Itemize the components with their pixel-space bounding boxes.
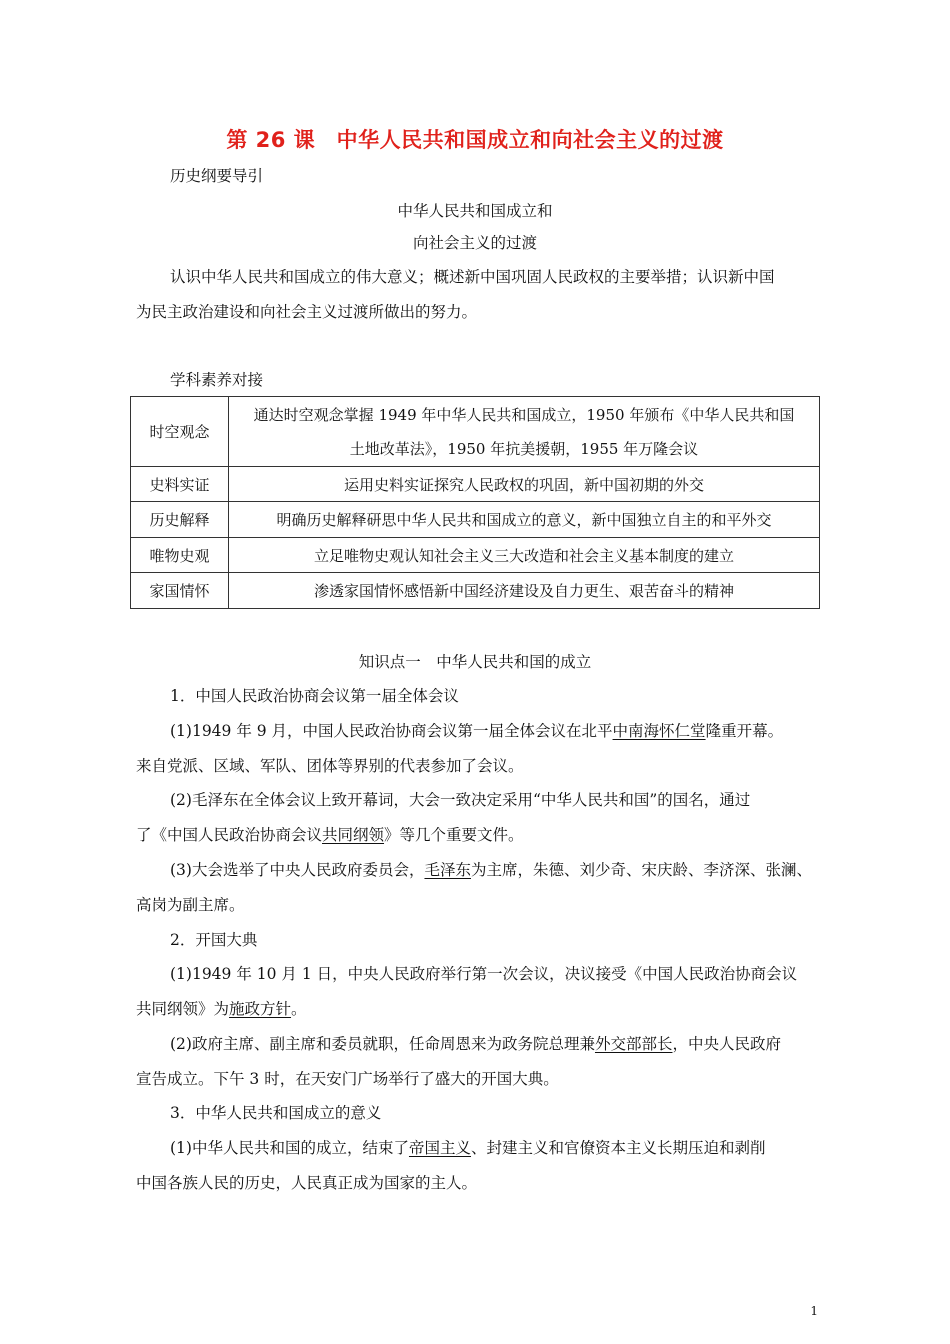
guide-heading: 历史纲要导引 bbox=[170, 167, 264, 185]
item2-p2-line1: (2)政府主席、副主席和委员就职，任命周恩来为政务院总理兼外交部部长，中央人民政府 bbox=[170, 1035, 781, 1053]
table-row bbox=[131, 573, 820, 609]
item1-p2-line1: (2)毛泽东在全体会议上致开幕词，大会一致决定采用“中华人民共和国”的国名，通过 bbox=[170, 791, 751, 809]
literacy-value bbox=[229, 397, 820, 467]
guide-topic-line1: 中华人民共和国成立和 bbox=[397, 202, 553, 220]
underlined-term: 共同纲领 bbox=[322, 826, 385, 844]
page-number: 1 bbox=[810, 1304, 818, 1318]
literacy-key: 史料实证 bbox=[131, 467, 229, 502]
item1-p1-line2: 来自党派、区域、军队、团体等界别的代表参加了会议。 bbox=[136, 757, 524, 775]
item1-p1-line1: (1)1949 年 9 月，中国人民政治协商会议第一届全体会议在北平中南海怀仁堂隆重开幕。 bbox=[170, 722, 784, 740]
table-row bbox=[131, 538, 820, 573]
literacy-table bbox=[130, 396, 820, 609]
table-row bbox=[131, 467, 820, 502]
item3-p1-line1: (1)中华人民共和国的成立，结束了帝国主义、封建主义和官僚资本主义长期压迫和剥削 bbox=[170, 1139, 766, 1157]
literacy-key: 历史解释 bbox=[131, 502, 229, 538]
literacy-key: 家国情怀 bbox=[131, 573, 229, 609]
item3-p1-line2: 中国各族人民的历史，人民真正成为国家的主人。 bbox=[136, 1174, 478, 1192]
item2-p2-line2: 宣告成立。下午 3 时，在天安门广场举行了盛大的开国大典。 bbox=[136, 1070, 559, 1088]
literacy-value: 立足唯物史观认知社会主义三大改造和社会主义基本制度的建立 bbox=[229, 538, 820, 573]
item2-p1-line1: (1)1949 年 10 月 1 日，中央人民政府举行第一次会议，决议接受《中国人民政治协商会议 bbox=[170, 965, 798, 983]
item2-title: 2．开国大典 bbox=[170, 931, 258, 949]
item1-p2-line2: 了《中国人民政治协商会议共同纲领》等几个重要文件。 bbox=[136, 826, 524, 844]
section-heading: 知识点一 中华人民共和国的成立 bbox=[358, 653, 592, 671]
underlined-term: 施政方针 bbox=[229, 1000, 292, 1018]
underlined-term: 中南海怀仁堂 bbox=[612, 722, 706, 740]
underlined-term: 外交部部长 bbox=[594, 1035, 673, 1053]
literacy-key: 唯物史观 bbox=[131, 538, 229, 573]
literacy-value: 渗透家国情怀感悟新中国经济建设及自力更生、艰苦奋斗的精神 bbox=[229, 573, 820, 609]
underlined-term: 帝国主义 bbox=[408, 1139, 471, 1157]
item1-p3-line1: (3)大会选举了中央人民政府委员会，毛泽东为主席，朱德、刘少奇、宋庆龄、李济深、张澜、 bbox=[170, 861, 812, 879]
literacy-heading: 学科素养对接 bbox=[170, 371, 264, 389]
literacy-key: 时空观念 bbox=[131, 397, 229, 467]
item2-p1-line2: 共同纲领》为施政方针。 bbox=[136, 1000, 307, 1018]
guide-desc-line1: 认识中华人民共和国成立的伟大意义；概述新中国巩固人民政权的主要举措；认识新中国 bbox=[170, 268, 775, 286]
literacy-value-line: 土地改革法》，1950 年抗美援朝，1955 年万隆会议 bbox=[349, 439, 699, 458]
table-row bbox=[131, 397, 820, 467]
literacy-value: 运用史料实证探究人民政权的巩固，新中国初期的外交 bbox=[229, 467, 820, 502]
literacy-value: 明确历史解释研思中华人民共和国成立的意义，新中国独立自主的和平外交 bbox=[229, 502, 820, 538]
item1-p3-line2: 高岗为副主席。 bbox=[136, 896, 245, 914]
guide-topic-line2: 向社会主义的过渡 bbox=[412, 234, 537, 252]
lesson-title: 第 26 课 中华人民共和国成立和向社会主义的过渡 bbox=[226, 128, 724, 152]
literacy-value-line: 通达时空观念掌握 1949 年中华人民共和国成立，1950 年颁布《中华人民共和国 bbox=[253, 405, 795, 424]
table-row bbox=[131, 502, 820, 538]
item3-title: 3．中华人民共和国成立的意义 bbox=[170, 1104, 382, 1122]
item1-title: 1．中国人民政治协商会议第一届全体会议 bbox=[170, 687, 459, 705]
underlined-term: 毛泽东 bbox=[424, 861, 471, 879]
guide-desc-line2: 为民主政治建设和向社会主义过渡所做出的努力。 bbox=[136, 303, 478, 321]
